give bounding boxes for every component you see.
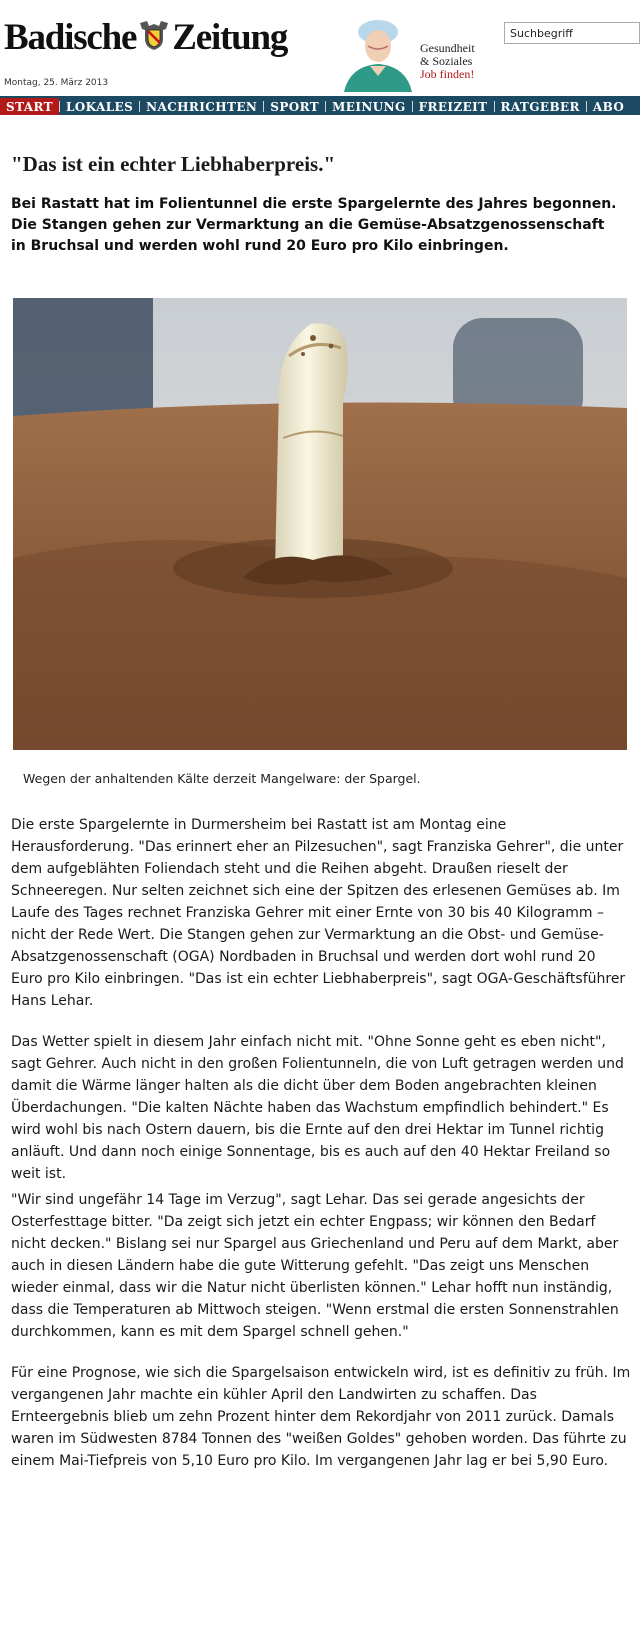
article-paragraph: "Wir sind ungefähr 14 Tage im Verzug", sagt Lehar. Das sei gerade angesichts der Osterfesttage bitter. "Da zeigt sich jetzt ein echter Engpass; wir können den Bedarf nicht decken." Bislang sei nur Spargel aus Griechenland und Peru auf dem Markt, aber auch in diesen Ländern habe die gute Witterung gefehlt. "Das zeigt uns Menschen wieder einmal, dass wir die Natur nicht überlisten können." Lehar hofft nun inständig, dass die Temperaturen ab Mittwoch steigen. "Wenn erstmal die ersten Sonnenstrahlen durchkommen, kann es mit dem Spargel schnell gehen." [11, 1192, 619, 1340]
article-teaser: Bei Rastatt hat im Folientunnel die erste Spargelernte des Jahres begonnen. Die Stangen gehen zur Vermarktung an die Gemüse-Absatzgenossenschaft in Bruchsal und werden wohl rund 20 Euro pro Kilo einbringen. [11, 196, 617, 254]
coat-of-arms-icon [137, 19, 171, 51]
main-navigation [0, 96, 640, 115]
logo-word-right: Zeitung [172, 17, 288, 58]
article-headline: "Das ist ein echter Liebhaberpreis." [11, 152, 336, 176]
site-header [0, 0, 640, 93]
article-paragraph: Das Wetter spielt in diesem Jahr einfach nicht mit. "Ohne Sonne geht es eben nicht", sagt Gehrer. Auch nicht in den großen Folientunneln, die von Luft getragen werden und damit die Wärme länger halten als die dicht über dem Boden angebrachten kleinen Überdachungen. "Die kalten Nächte haben das Wachstum empfindlich behindert." Es wird wohl bis nach Ostern dauern, bis die Ernte auf den drei Hektar im Tunnel richtig anläuft. Und dann noch einige Sonnentage, bis es auch auf den 40 Hektar Freiland so weit ist. [11, 1034, 624, 1182]
photo-caption: Wegen der anhaltenden Kälte derzeit Mangelware: der Spargel. [23, 771, 421, 786]
nav-item-start[interactable]: START [0, 98, 59, 115]
article-photo [13, 298, 627, 750]
nav-item-abo[interactable]: ABO [592, 100, 625, 114]
article-paragraph: Für eine Prognose, wie sich die Spargelsaison entwickeln wird, ist es definitiv zu früh. Im vergangenen Jahr machte ein kühler April den Landwirten zu schaffen. Das Ernteergebnis blieb um zehn Prozent hinter dem Rekordjahr von 2011 zurück. Damals waren im Südwesten 8784 Tonnen des "weißen Goldes" gehoben worden. Das führte zu einem Mai-Tiefpreis von 5,10 Euro pro Kilo. Im vergangenen Jahr lag er bei 5,90 Euro. [11, 1365, 631, 1469]
job-finden-link[interactable]: Job finden! [420, 67, 475, 81]
search-input[interactable] [504, 22, 640, 44]
current-date: Montag, 25. März 2013 [4, 78, 109, 88]
nav-item-freizeit[interactable]: FREIZEIT [418, 100, 488, 114]
article-body [11, 814, 631, 1472]
nav-item-sport[interactable]: SPORT [270, 100, 320, 114]
nav-item-lokales[interactable]: LOKALES [65, 100, 134, 114]
ad-line-1: Gesundheit [420, 41, 475, 55]
site-logo[interactable] [4, 16, 287, 59]
nav-item-meinung[interactable]: MEINUNG [332, 100, 406, 114]
job-ad-banner[interactable] [336, 16, 504, 92]
asparagus-photo-illustration [13, 298, 627, 750]
logo-word-left: Badische [4, 17, 137, 58]
ad-text [420, 42, 475, 81]
article-paragraph: Die erste Spargelernte in Durmersheim bei Rastatt ist am Montag eine Herausforderung. "Das erinnert eher an Pilzesuchen", sagt Franziska Gehrer", die unter dem aufgeblähten Foliendach steht und die Reihen abgeht. Draußen rieselt der Schneeregen. Nur selten zeichnet sich eine der Spitzen des erlesenen Gemüses ab. Im Laufe des Tages rechnet Franziska Gehrer mit einer Ernte von 30 bis 40 Kilogramm – nicht der Rede Wert. Die Stangen gehen zur Vermarktung an die Obst- und Gemüse-Absatzgenossenschaft (OGA) Nordbaden in Bruchsal und werden dort wohl rund 20 Euro pro Kilo einbringen. "Das ist ein echter Liebhaberpreis", sagt OGA-Geschäftsführer Hans Lehar. [11, 817, 626, 1009]
nav-item-nachrichten[interactable]: NACHRICHTEN [146, 100, 258, 114]
ad-line-2: & Soziales [420, 54, 473, 68]
nurse-illustration [336, 16, 420, 92]
nav-item-ratgeber[interactable]: RATGEBER [500, 100, 580, 114]
